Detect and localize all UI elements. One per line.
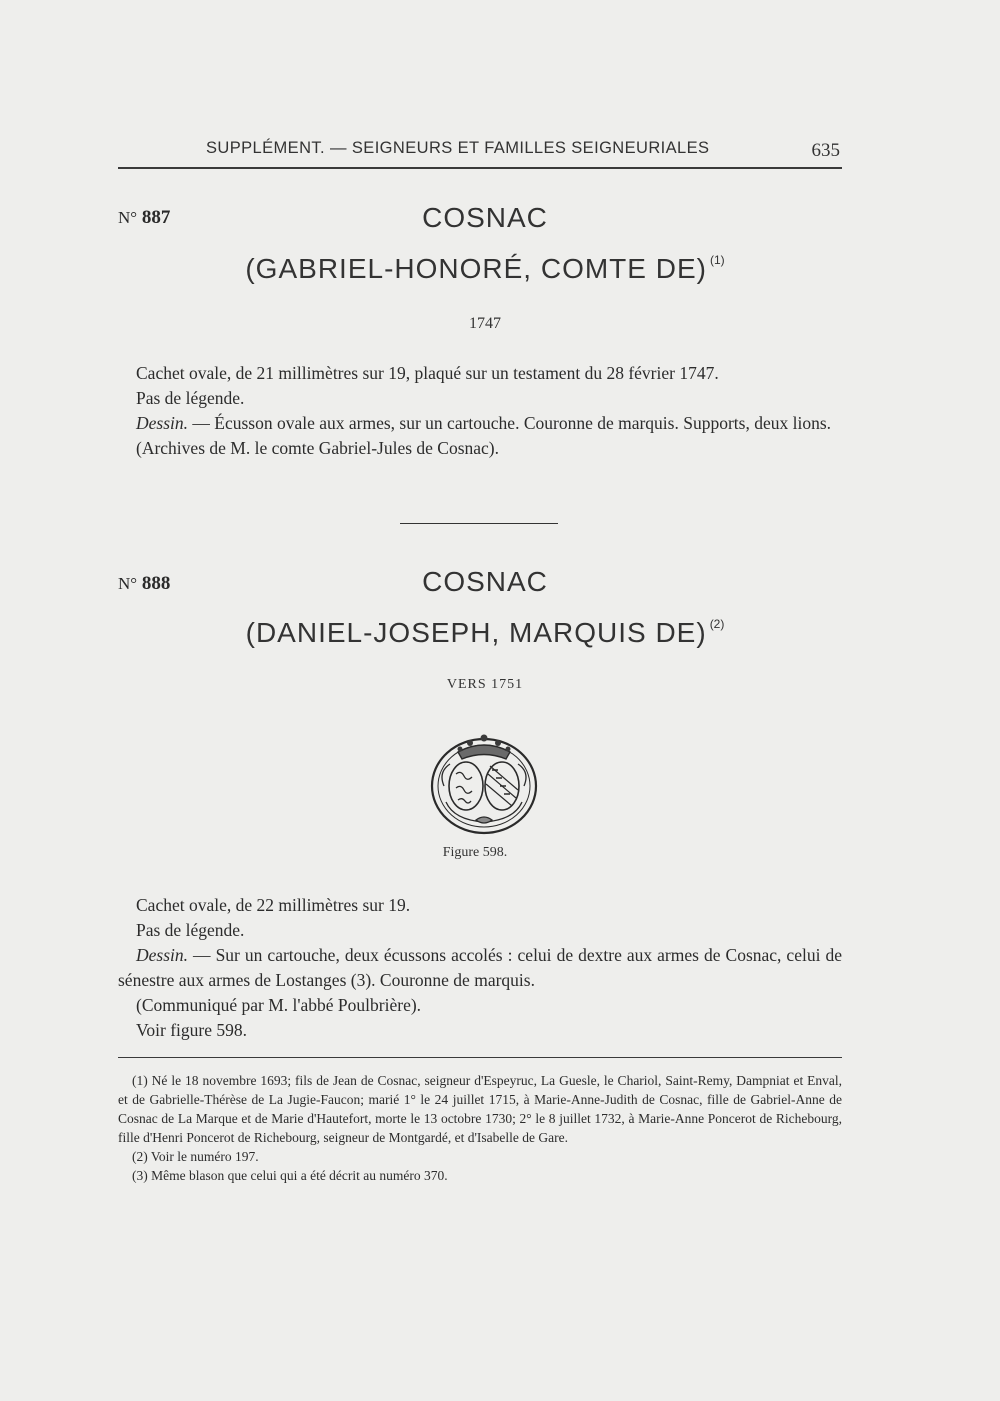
seal-illustration [428, 726, 540, 836]
entry-date: VERS 1751 [446, 677, 524, 692]
running-title: SUPPLÉMENT. — SEIGNEURS ET FAMILLES SEIGNEURIALES [206, 139, 710, 157]
drawing-description [118, 943, 842, 993]
footnote-3: (3) Même blason que celui qui a été décrit au numéro 370. [132, 1168, 448, 1183]
drawing-description [118, 411, 842, 436]
drawing-label: Dessin. [136, 413, 189, 433]
entry-no-label: N° [118, 208, 138, 227]
entry-subtitle-text: (DANIEL-JOSEPH, MARQUIS DE) [245, 617, 707, 648]
source-note: (Communiqué par M. l'abbé Poulbrière). [136, 995, 422, 1015]
page-number: 635 [811, 140, 840, 161]
see-also-note: Voir figure 598. [136, 1020, 247, 1040]
section-separator [400, 523, 558, 524]
legend-note: Pas de légende. [136, 388, 245, 408]
footnote-rule [118, 1057, 842, 1058]
entry-no-label: N° [118, 574, 138, 593]
drawing-label: Dessin. [136, 945, 189, 965]
footnote-ref: (1) [709, 253, 725, 267]
entry-subtitle-text: (GABRIEL-HONORÉ, COMTE DE) [245, 253, 707, 284]
seal-description: Cachet ovale, de 21 millimètres sur 19, plaqué sur un testament du 28 février 1747. [136, 363, 719, 383]
seal-description: Cachet ovale, de 22 millimètres sur 19. [136, 895, 411, 915]
entry-number: 887 [141, 207, 171, 228]
entry-title: COSNAC [422, 566, 548, 597]
entry-body [118, 893, 842, 1043]
footnotes [118, 1071, 842, 1185]
entry-title: COSNAC [422, 202, 548, 233]
entry-number: 888 [141, 573, 171, 594]
footnote-2: (2) Voir le numéro 197. [132, 1149, 259, 1164]
entry-date: 1747 [469, 315, 501, 332]
legend-note: Pas de légende. [136, 920, 245, 940]
source-note: (Archives de M. le comte Gabriel-Jules de Cosnac). [136, 438, 500, 458]
drawing-text: — Sur un cartouche, deux écussons accolés : celui de dextre aux armes de Cosnac, celui de sénestre aux armes de Lostanges (3). Couronne de marquis. [118, 945, 842, 990]
footnote-1: (1) Né le 18 novembre 1693; fils de Jean de Cosnac, seigneur d'Espeyruc, La Guesle, le Chariol, Saint-Remy, Dampniat et Enval, et de Gabrielle-Thérèse de La Jugie-Faucon; marié 1° le 24 juillet 1715, à Marie-Anne-Judith de Cosnac, fille de Gabriel-Anne de Cosnac de La Marque et de Marie d'Hautefort, morte le 13 octobre 1730; 2° le 8 juillet 1732, à Marie-Anne Poncerot de Richebourg, fille d'Henri Poncerot de Richebourg, seigneur de Montgardé, et d'Isabelle de Gare. [118, 1073, 842, 1145]
entry-subtitle [0, 253, 970, 285]
running-head [118, 137, 842, 169]
figure-caption: Figure 598. [442, 845, 508, 860]
footnote-ref: (2) [709, 617, 725, 631]
entry-subtitle [0, 617, 970, 649]
drawing-text: — Écusson ovale aux armes, sur un cartouche. Couronne de marquis. Supports, deux lions. [188, 413, 832, 433]
entry-body [118, 361, 842, 461]
